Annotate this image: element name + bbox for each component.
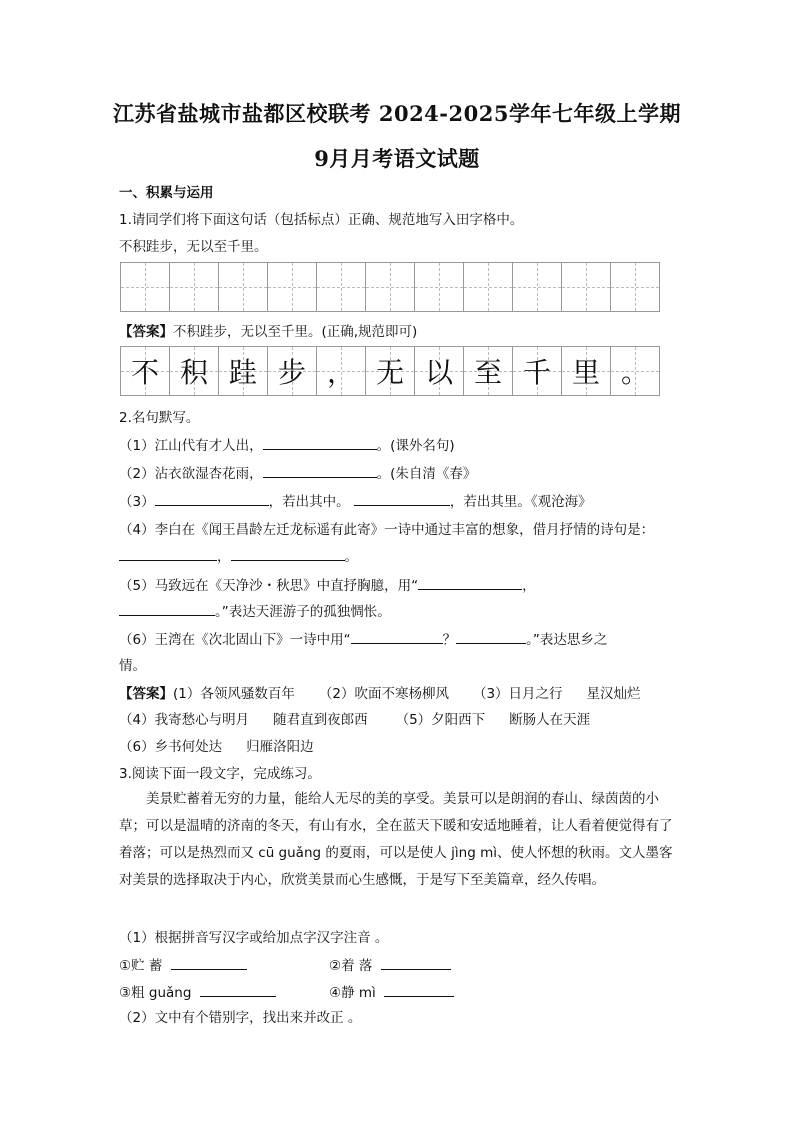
grid-char: 不 [130,356,159,389]
q2-line6-text: （6）王湾在《次北固山下》一诗中用“ [119,632,351,648]
answer-blank[interactable] [351,629,443,644]
q3-item4 [329,981,454,1001]
grid-cell [415,346,464,396]
q2-line6-cont: 情。 [119,658,146,674]
answer-blank[interactable] [381,955,451,970]
q3-item2 [329,954,451,974]
q2-line4: （4）李白在《闻王昌龄左迁龙标遥有此寄》一诗中通过丰富的想象，借月抒情的诗句是： [119,522,655,538]
q2-answer-3a: （3）日月之行 [472,686,563,702]
q2-prompt: 2.名句默写。 [119,410,200,426]
q2-line3 [119,490,592,510]
q1-answer [119,320,417,340]
comma: ， [217,549,231,565]
grid-cell [464,346,513,396]
grid-cell [121,346,170,396]
q2-answer-row3 [119,735,314,755]
q2-answer-1: (1）各领风骚数百年 [173,686,295,702]
grid-cell [513,346,562,396]
q2-answer-4a: （4）我寄愁心与明月 [119,712,250,728]
grid-char: ， [326,356,355,389]
q2-answer-2: （2）吹面不寒杨柳风 [318,686,449,702]
grid-char: 里 [571,356,600,389]
q1-sentence: 不积跬步，无以至千里。 [119,239,268,255]
q3-passage [119,786,675,894]
q3-passage-text: 美景贮蓄着无穷的力量，能给人无尽的美的享受。美景可以是朗润的春山、绿茵茵的小草；可以是温晴的济南的冬天，有山有水，全在蓝天下暖和安适地睡着，让人看着便觉得有了着落；可以是热烈而又 cū guǎng 的夏雨，可以是使人 jìng mì、使人怀想的秋雨。文人墨客对美景的选择取决于内心，欣赏美景而心生感慨，于是写下至美篇章，经久传唱。 [119,791,673,888]
section-heading: 一、积累与运用 [119,185,214,201]
q2-answer-5b: 断肠人在天涯 [509,712,591,728]
grid-cell[interactable] [513,262,562,312]
q2-line2 [119,462,476,482]
filled-writing-grid [120,346,660,396]
period: 。 [344,549,358,565]
q2-line6 [119,628,607,648]
page-title-line2: 9月月考语文试题 [314,146,480,171]
grid-cell[interactable] [562,262,611,312]
grid-cell[interactable] [464,262,513,312]
grid-cell [219,346,268,396]
q2-line1-source: 。(课外名句) [376,438,455,454]
answer-blank[interactable] [231,546,345,561]
answer-blank[interactable] [171,955,247,970]
q3-item3-text: ③粗 guǎng [119,985,192,1001]
answer-label: 【答案】 [119,324,173,340]
answer-blank[interactable] [200,982,276,997]
page-title-line1: 江苏省盐城市盐都区校联考 2024-2025学年七年级上学期 [113,101,681,126]
q2-line1 [119,434,455,454]
grid-cell [317,346,366,396]
q2-line2-text: （2）沾衣欲湿杏花雨， [119,466,263,482]
grid-cell[interactable] [219,262,268,312]
grid-char: 至 [473,356,502,389]
question-mark: ？ [442,632,457,648]
answer-blank[interactable] [155,491,269,506]
q2-answer-row2 [119,708,590,728]
grid-char: 千 [522,356,551,389]
q2-line3-text: ，若出其中。 [268,494,350,510]
q2-answer-6b: 归雁洛阳边 [246,739,314,755]
q2-answer-row1 [119,682,641,702]
q2-line3-source: ，若出其里。《观沧海》 [449,494,592,510]
grid-char: 无 [375,356,404,389]
grid-char: 。 [620,356,649,389]
grid-char: 跬 [228,356,257,389]
q1-prompt: 1.请同学们将下面这句话（包括标点）正确、规范地写入田字格中。 [119,212,524,228]
answer-blank[interactable] [263,435,377,450]
grid-cell[interactable] [366,262,415,312]
answer-blank[interactable] [354,491,450,506]
grid-char: 积 [179,356,208,389]
q2-line5-tail: 。”表达天涯游子的孤独惆怅。 [215,604,391,620]
q3-item1 [119,954,247,974]
grid-char: 以 [424,356,453,389]
q2-answer-5a: （5）夕阳西下 [395,712,486,728]
q3-item4-text: ④静 mì [329,985,376,1001]
q1-answer-text: 不积跬步，无以至千里。(正确,规范即可) [173,324,418,340]
q2-line5-text: （5）马致远在《天净沙・秋思》中直抒胸臆，用“ [119,578,419,594]
answer-blank[interactable] [119,546,217,561]
q2-line5-cont [119,600,391,620]
q3-item1-text: ①贮 蓄 [119,958,163,974]
q3-sub1: （1）根据拼音写汉字或给加点字汉字注音 。 [119,930,389,946]
grid-cell [611,346,660,396]
q2-line2-source: 。(朱自清《春》 [376,466,477,482]
q3-prompt: 3.阅读下面一段文字，完成练习。 [119,766,321,782]
answer-blank[interactable] [418,575,522,590]
grid-cell[interactable] [121,262,170,312]
q2-answer-4b: 随君直到夜郎西 [273,712,368,728]
q3-item3 [119,981,276,1001]
answer-blank[interactable] [119,601,215,616]
grid-cell [268,346,317,396]
q2-answer-6a: （6）乡书何处达 [119,739,223,755]
answer-blank[interactable] [384,982,454,997]
grid-cell[interactable] [170,262,219,312]
q3-item2-text: ②着 落 [329,958,373,974]
answer-label: 【答案】 [119,686,173,702]
q2-line3-num: （3） [119,494,155,510]
grid-cell [170,346,219,396]
grid-char: 步 [277,356,306,389]
answer-blank[interactable] [456,629,526,644]
grid-cell [366,346,415,396]
q2-line1-text: （1）江山代有才人出， [119,438,263,454]
answer-blank[interactable] [263,463,377,478]
comma: ， [522,578,536,594]
empty-writing-grid[interactable] [120,262,660,312]
q2-line4-blanks [119,545,358,565]
q3-sub2: （2）文中有个错别字，找出来并改正 。 [119,1010,362,1026]
q2-answer-3b: 星汉灿烂 [586,686,641,702]
grid-cell[interactable] [415,262,464,312]
q2-line5 [119,574,536,594]
grid-cell [562,346,611,396]
grid-cell[interactable] [268,262,317,312]
q2-line6-tail: 。”表达思乡之 [526,632,608,648]
grid-cell[interactable] [611,262,660,312]
grid-cell[interactable] [317,262,366,312]
